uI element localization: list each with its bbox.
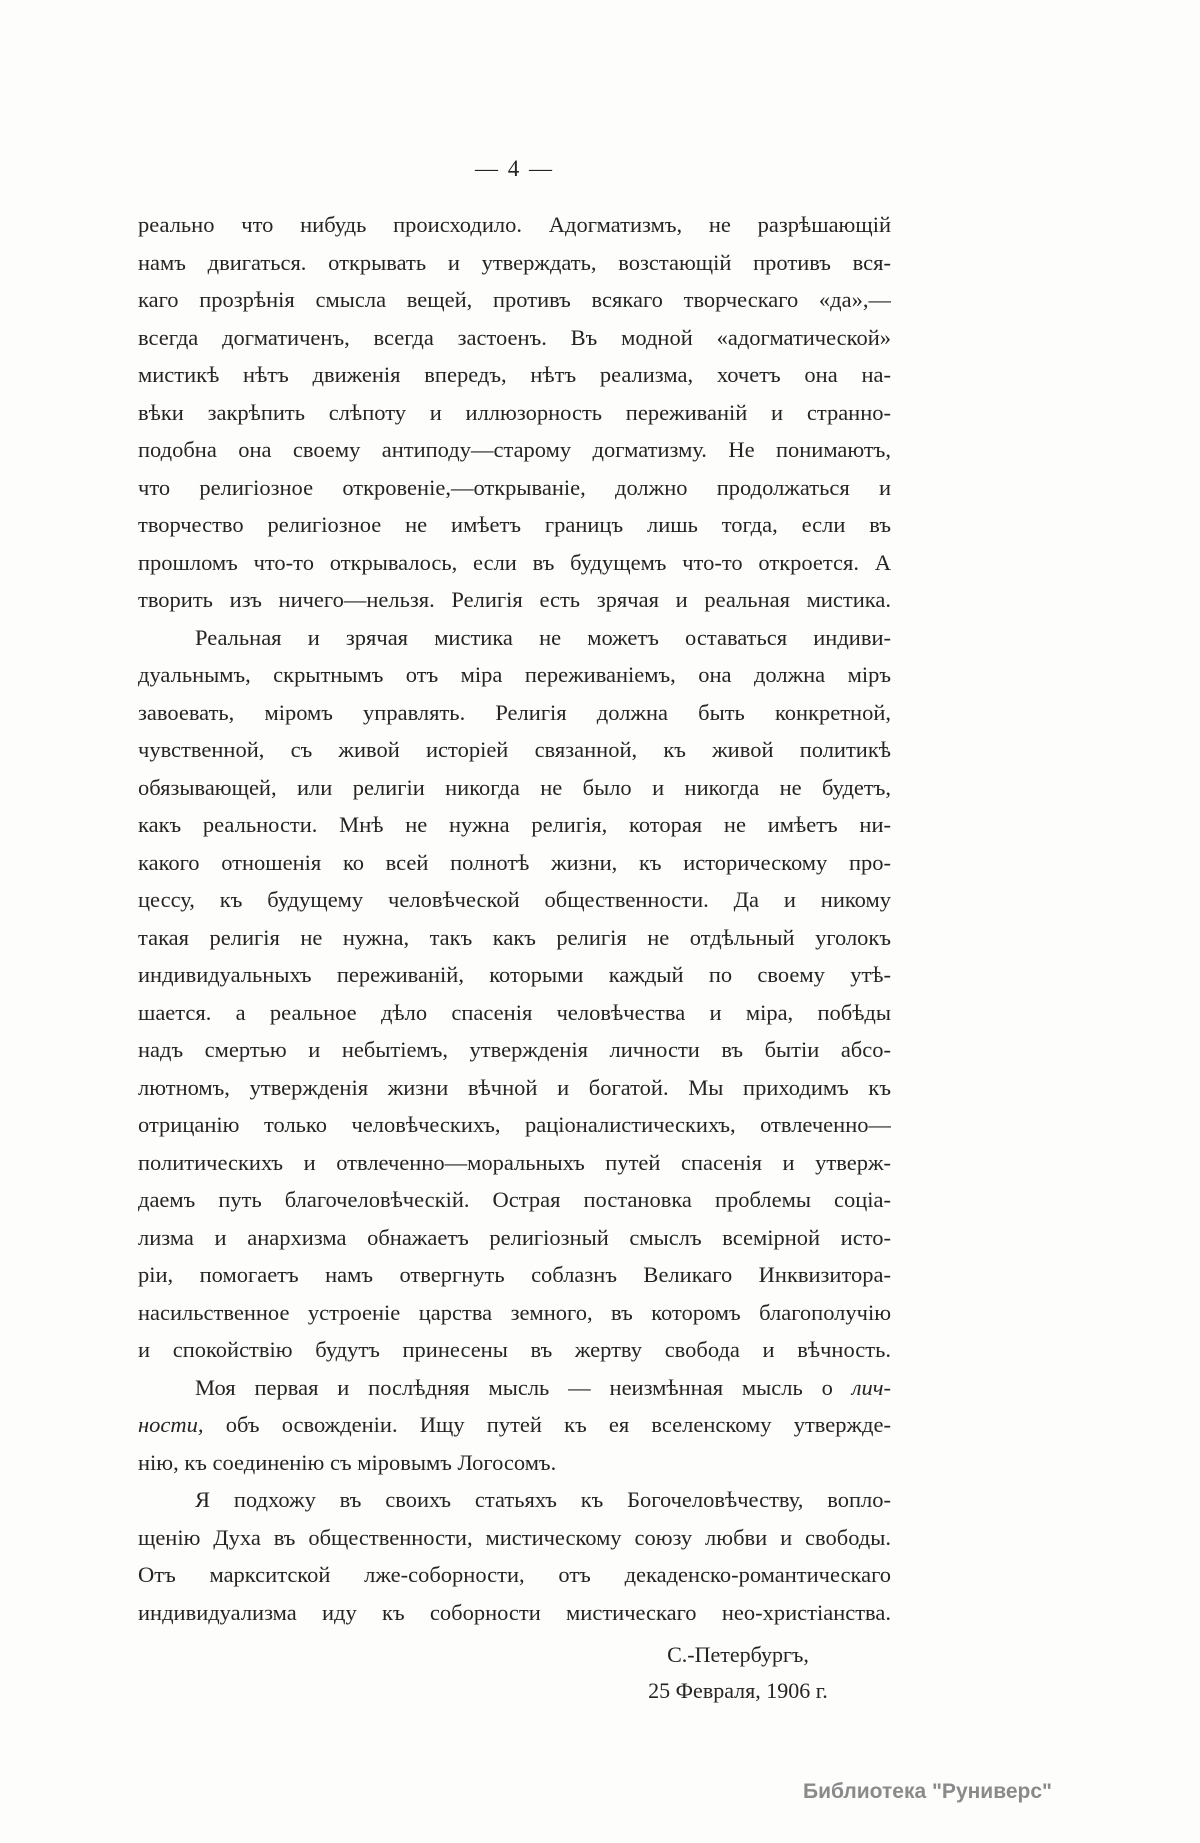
text-line: политическихъ и отвлеченно—моральныхъ путей спасенія и утверж- — [138, 1149, 891, 1175]
text-line: ности, объ освожденіи. Ищу путей къ ея вселенскому утвержде- — [138, 1412, 891, 1437]
text-line: мистикѣ нѣтъ движенія впередъ, нѣтъ реализма, хочетъ она на- — [138, 362, 891, 387]
text-line: индивидуальныхъ переживаній, которыми каждый по своему утѣ- — [138, 962, 891, 987]
text-line: какого отношенія ко всей полнотѣ жизни, къ историческому про- — [138, 849, 891, 875]
text-line: вѣки закрѣпить слѣпоту и иллюзорность переживаній и странно- — [138, 399, 891, 425]
signature-date: 25 Февраля, 1906 г. — [648, 1678, 828, 1703]
paragraph — [138, 619, 891, 1369]
text-line: отрицанію только человѣческихъ, раціоналистическихъ, отвлеченно— — [138, 1112, 891, 1137]
text-line: щенію Духа въ общественности, мистическому союзу любви и свободы. — [138, 1524, 891, 1550]
text-line: цессу, къ будущему человѣческой общественности. Да и никому — [138, 887, 891, 912]
text-line: Моя первая и послѣдняя мысль — неизмѣнная мысль о лич- — [195, 1374, 891, 1400]
text-line: шается. а реальное дѣло спасенія человѣчества и міра, побѣды — [138, 999, 891, 1025]
text-line: чувственной, съ живой исторіей связанной, къ живой политикѣ — [138, 737, 891, 762]
text-block — [138, 156, 891, 1709]
text-line: прошломъ что-то открывалось, если въ будущемъ что-то откроется. А — [138, 549, 891, 575]
text-line: такая религія не нужна, такъ какъ религія не отдѣльный уголокъ — [138, 924, 891, 950]
text-line: даемъ путь благочеловѣческій. Острая постановка проблемы соціа- — [138, 1187, 891, 1212]
page-number: — 4 — — [475, 156, 554, 181]
text-line: ріи, помогаетъ намъ отвергнуть соблазнъ Великаго Инквизитора- — [138, 1262, 891, 1287]
text-line: какъ реальности. Мнѣ не нужна религія, которая не имѣетъ ни- — [138, 812, 891, 837]
text-line: всегда догматиченъ, всегда застоенъ. Въ модной «адогматической» — [138, 324, 891, 350]
text-line: индивидуализма иду къ соборности мистическаго нео-христіанства. — [138, 1599, 891, 1625]
text-line: творчество религіозное не имѣетъ границъ лишь тогда, если въ — [138, 512, 891, 537]
signature-block — [573, 1637, 903, 1709]
paragraph — [138, 1369, 891, 1482]
paragraph — [138, 206, 891, 619]
library-watermark: Библиотека "Руниверс" — [802, 1780, 1052, 1803]
text-line: Отъ маркситской лже-соборности, отъ декаденско-романтическаго — [138, 1562, 891, 1587]
text-line: творить изъ ничего—нельзя. Религія есть зрячая и реальная мистика. — [138, 587, 891, 612]
text-line: Реальная и зрячая мистика не можетъ оставаться индиви- — [195, 624, 891, 650]
body-text — [138, 206, 891, 1631]
text-line: надъ смертью и небытіемъ, утвержденія личности въ бытіи абсо- — [138, 1037, 891, 1062]
text-line: что религіозное откровеніе,—открываніе, должно продолжаться и — [138, 474, 891, 500]
text-line: реально что нибудь происходило. Адогматизмъ, не разрѣшающій — [138, 212, 891, 237]
text-line: намъ двигаться. открывать и утверждать, возстающій противъ вся- — [138, 249, 891, 275]
text-line: обязывающей, или религіи никогда не было и никогда не будетъ, — [138, 774, 891, 800]
paragraph — [138, 1481, 891, 1631]
text-line: и спокойствію будутъ принесены въ жертву свобода и вѣчность. — [138, 1337, 891, 1362]
text-line: лизма и анархизма обнажаетъ религіозный смыслъ всемірной исто- — [138, 1224, 891, 1250]
text-line: нію, къ соединенію съ міровымъ Логосомъ. — [138, 1449, 557, 1475]
text-line: дуальнымъ, скрытнымъ отъ міра переживаніемъ, она должна міръ — [138, 662, 891, 687]
text-line: насильственное устроеніе царства земного, въ которомъ благополучію — [138, 1299, 891, 1325]
text-line: завоевать, міромъ управлять. Религія должна быть конкретной, — [138, 699, 891, 725]
text-line: Я подхожу въ своихъ статьяхъ къ Богочеловѣчеству, вопло- — [195, 1487, 891, 1512]
text-line: лютномъ, утвержденія жизни вѣчной и богатой. Мы приходимъ къ — [138, 1074, 891, 1100]
text-line: каго прозрѣнія смысла вещей, противъ всякаго творческаго «да»,— — [138, 287, 891, 312]
text-line: подобна она своему антиподу—старому догматизму. Не понимаютъ, — [138, 437, 891, 462]
signature-city: С.-Петербургъ, — [667, 1642, 809, 1667]
